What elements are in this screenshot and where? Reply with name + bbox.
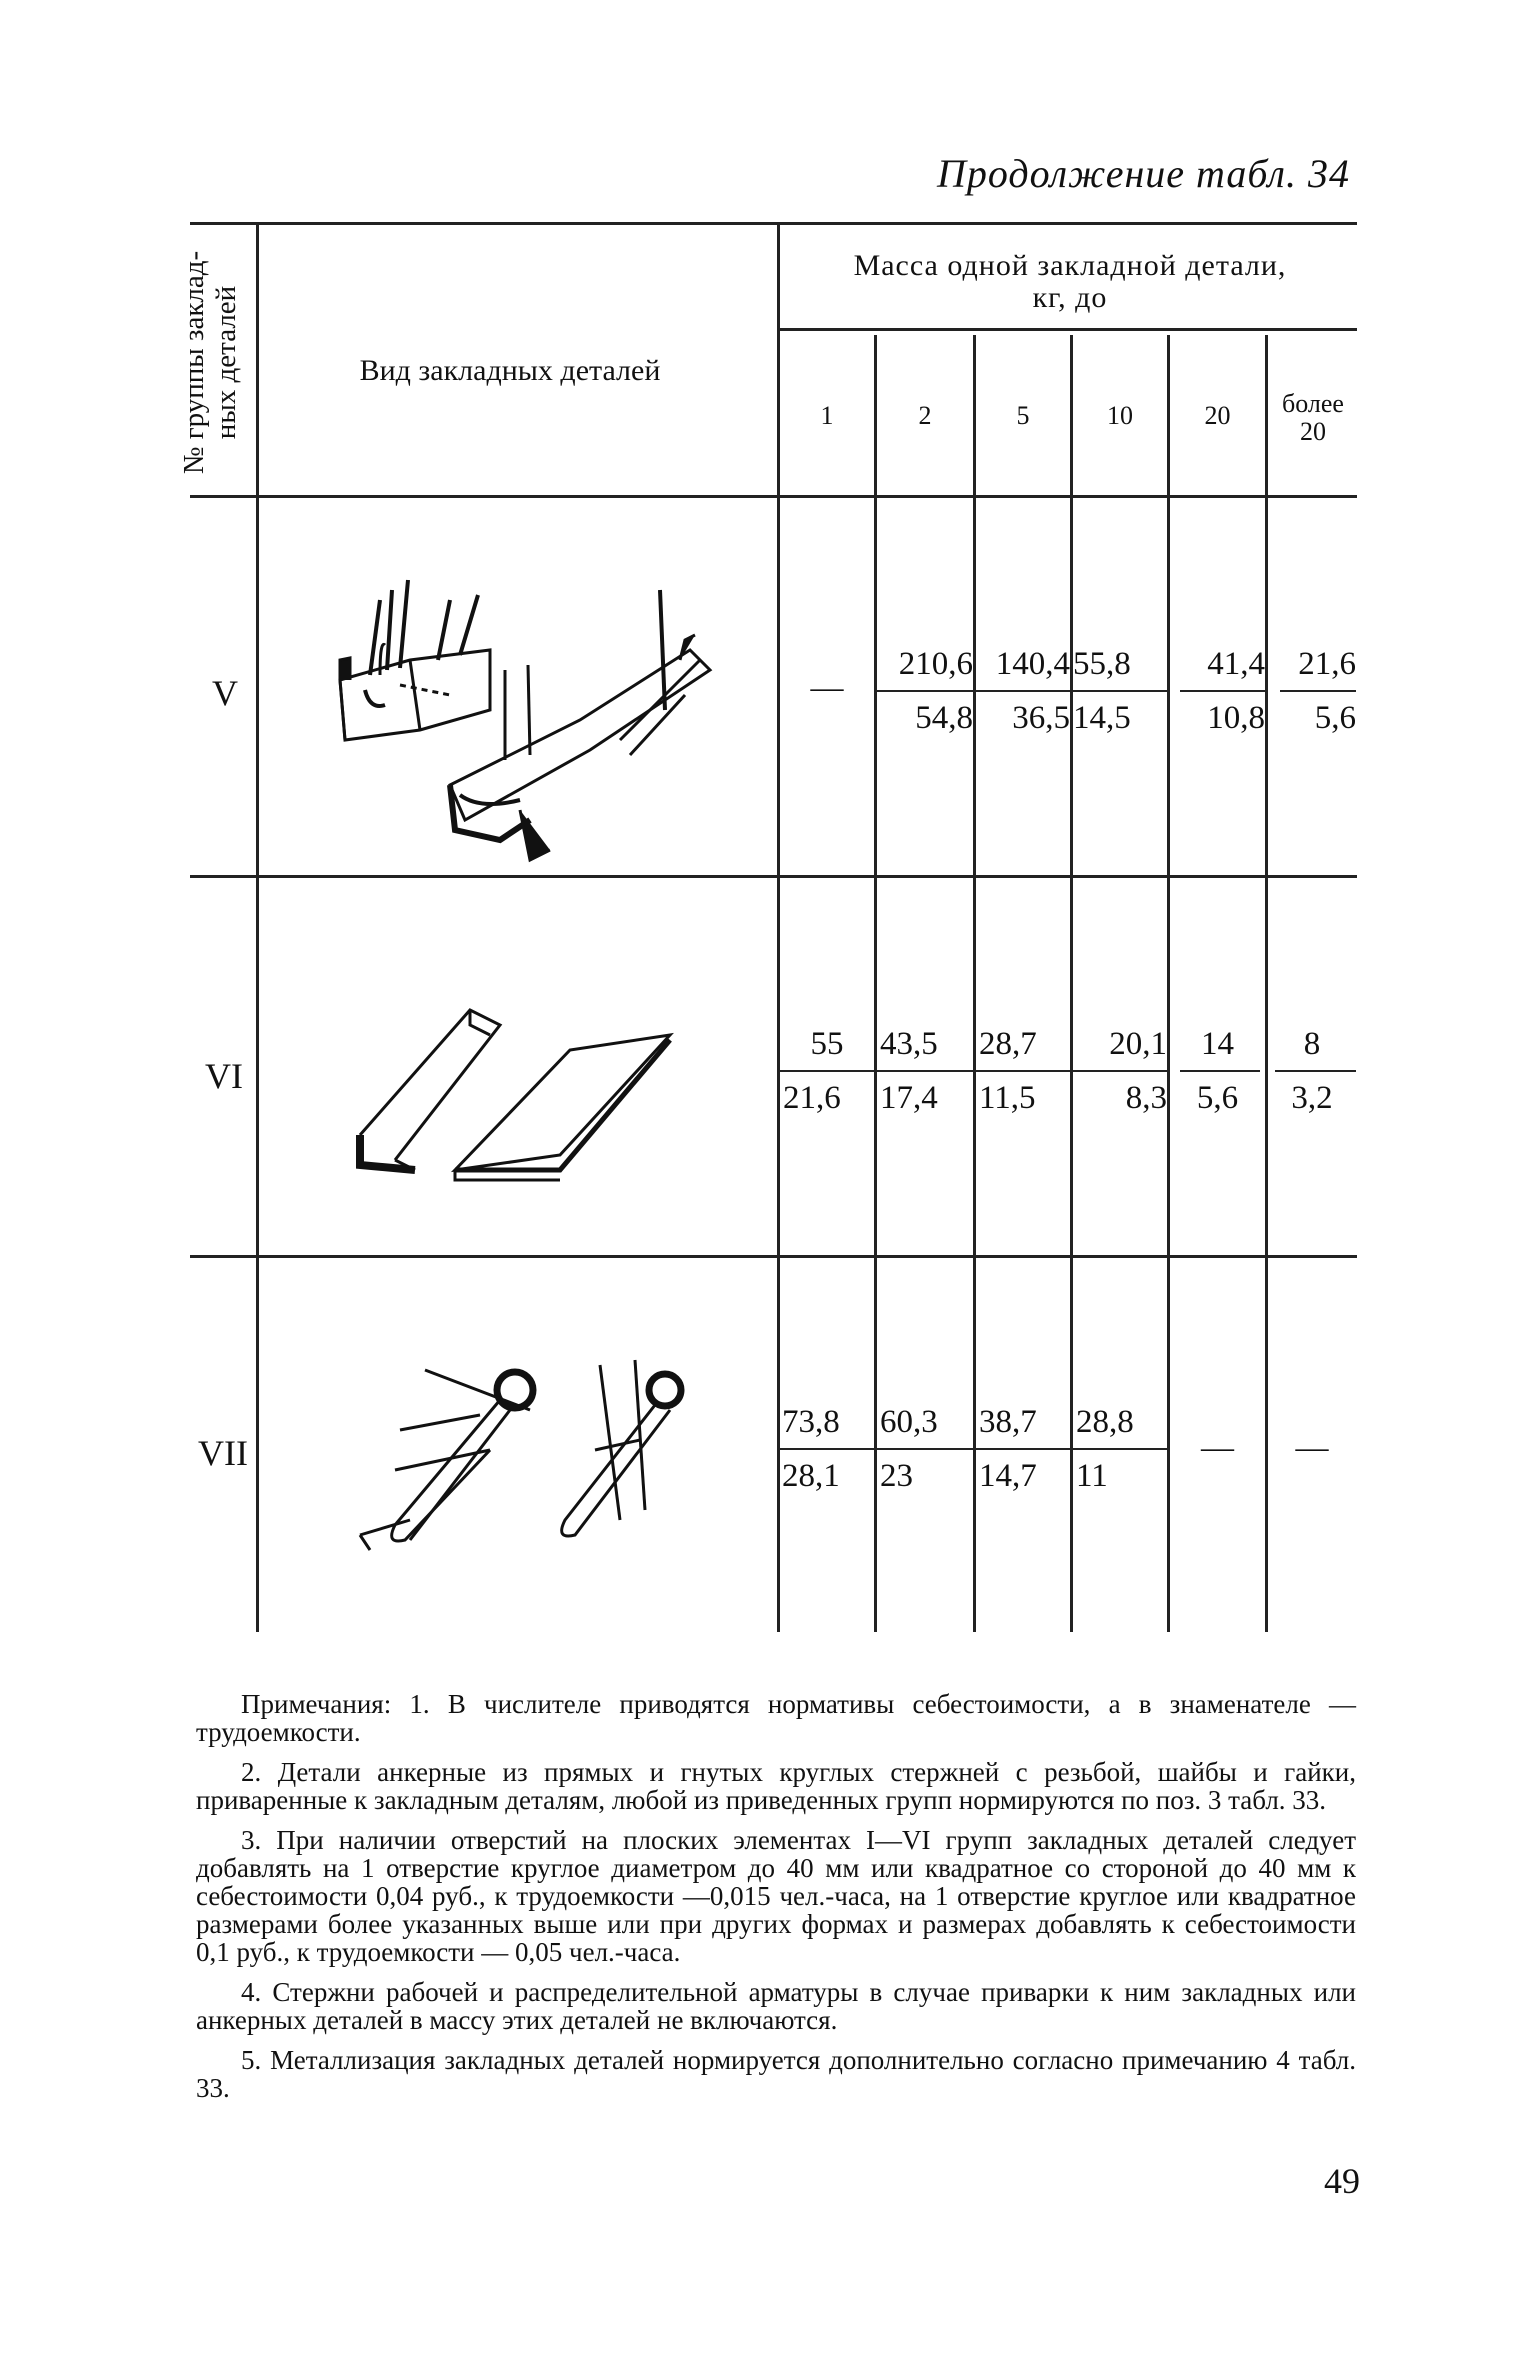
mass-col-20: 20: [1204, 401, 1231, 430]
row-vii-col4-fraction-bar: [1073, 1448, 1167, 1450]
mass-col-1: 1: [820, 401, 834, 430]
row-v-col2-bottom: 54,8: [915, 700, 973, 736]
note-4: 4. Стержни рабочей и распределительной арматуры в случае приварки к ним закладных или анкерных деталей в массу этих деталей не включаются.: [196, 1977, 1356, 2035]
row-v-col5-fraction-bar: [1180, 690, 1265, 692]
row-vi-col6-bottom: 3,2: [1291, 1080, 1333, 1116]
mass-col-2: 2: [918, 401, 932, 430]
row-vii-col4-top: 28,8: [1076, 1404, 1134, 1440]
row-v-col6-top: 21,6: [1298, 646, 1356, 682]
row-vi-col5-fraction-bar: [1180, 1070, 1260, 1072]
row-vi-col3-bottom: 11,5: [979, 1080, 1036, 1116]
row-v-col1-dash: —: [810, 670, 844, 706]
continuation-title: Продолжение табл. 34: [936, 151, 1350, 196]
mass-col-over-20: более 20: [1282, 389, 1344, 446]
table-top-rule: [190, 222, 1357, 225]
row-vi-col1-fraction-bar: [780, 1070, 874, 1072]
row-v-col2-top: 210,6: [898, 646, 973, 682]
col-divider-1: [256, 222, 259, 1632]
group-v-label: V: [212, 673, 238, 713]
row-vii-col2-fraction-bar: [877, 1448, 973, 1450]
row-v-col6-bottom: 5,6: [1314, 700, 1356, 736]
row-v-col5-bottom: 10,8: [1207, 700, 1265, 736]
mass-subheader-rule: [777, 328, 1357, 331]
note-1: Примечания: 1. В числителе приводятся нормативы себестоимости, а в знаменателе — трудоемкости.: [196, 1689, 1356, 1747]
col-divider-2: [777, 222, 780, 1632]
col-divider-4: [973, 335, 976, 1632]
embedded-parts-group-vi-illustration: [340, 985, 740, 1215]
row-vii-col5-dash: —: [1201, 1430, 1234, 1466]
col-divider-5: [1070, 335, 1073, 1632]
row-v-col2-fraction-bar: [877, 690, 973, 692]
row-vi-col1-bottom: 21,6: [783, 1080, 841, 1116]
row-vii-col1-fraction-bar: [780, 1448, 874, 1450]
row-vii-col6-dash: —: [1295, 1430, 1329, 1466]
row-vi-col5-top: 14: [1201, 1026, 1234, 1062]
row-vi-col5-bottom: 5,6: [1196, 1080, 1239, 1116]
row-vii-col2-bottom: 23: [880, 1458, 913, 1494]
row-vi-col4-bottom: 8,3: [1125, 1080, 1167, 1116]
row-v-col5-top: 41,4: [1207, 646, 1265, 682]
row-vii-col4-bottom: 11: [1076, 1458, 1108, 1494]
view-column-header: Вид закладных деталей: [359, 354, 661, 387]
table-notes: [196, 1690, 1356, 2114]
page-number: 49: [1324, 2161, 1360, 2201]
row-v-bottom-rule: [190, 875, 1357, 878]
note-5: 5. Металлизация закладных деталей нормируется дополнительно согласно примечанию 4 табл. 33.: [196, 2045, 1356, 2103]
col-divider-3: [874, 335, 877, 1632]
row-vi-col2-top: 43,5: [880, 1026, 938, 1062]
row-vi-col3-fraction-bar: [976, 1070, 1070, 1072]
row-vii-col2-top: 60,3: [880, 1404, 938, 1440]
embedded-parts-group-v-illustration: [290, 510, 770, 870]
row-vi-col1-top: 55: [810, 1026, 844, 1062]
row-vi-bottom-rule: [190, 1255, 1357, 1258]
mass-col-10: 10: [1107, 401, 1133, 430]
row-vii-col1-top: 73,8: [782, 1404, 840, 1440]
row-vi-col6-fraction-bar: [1275, 1070, 1356, 1072]
row-vi-col6-top: 8: [1303, 1026, 1321, 1062]
note-2: 2. Детали анкерные из прямых и гнутых круглых стержней с резьбой, шайбы и гайки, приваренные к закладным деталям, любой из приведенных групп нормируются по поз. 3 табл. 33.: [196, 1757, 1356, 1815]
row-v-col3-fraction-bar: [976, 690, 1070, 692]
row-v-col4-top: 55,8: [1073, 646, 1131, 682]
group-vii-label: VII: [198, 1433, 248, 1473]
mass-col-5: 5: [1016, 401, 1030, 430]
row-v-col4-bottom: 14,5: [1073, 700, 1131, 736]
header-bottom-rule: [190, 495, 1357, 498]
group-column-header-text: № группы заклад- ных деталей: [178, 250, 242, 475]
row-vi-col2-fraction-bar: [877, 1070, 973, 1072]
group-vi-label: VI: [205, 1056, 243, 1096]
row-vi-col2-bottom: 17,4: [880, 1080, 938, 1116]
note-3: 3. При наличии отверстий на плоских элементах I—VI групп закладных деталей следует добавлять на 1 отверстие круглое диаметром до 40 мм или квадратное со стороной до 40 мм к себестоимости 0,04 руб., к трудоемкости —0,015 чел.-часа, на 1 отверстие круглое или квадратное размерами более указанных выше или при других формах и размерах добавлять к себестоимости 0,1 руб., к трудоемкости — 0,05 чел.-часа.: [196, 1825, 1356, 1967]
row-vii-col3-bottom: 14,7: [979, 1458, 1037, 1494]
row-vii-col1-bottom: 28,1: [782, 1458, 840, 1494]
row-v-col3-bottom: 36,5: [1012, 700, 1070, 736]
row-vi-col4-top: 20,1: [1109, 1026, 1167, 1062]
row-vi-col3-top: 28,7: [979, 1026, 1037, 1062]
row-v-col4-fraction-bar: [1073, 690, 1167, 692]
row-vii-col3-fraction-bar: [976, 1448, 1070, 1450]
embedded-parts-group-vii-illustration: [340, 1350, 720, 1610]
row-v-col3-top: 140,4: [995, 646, 1070, 682]
row-vi-col4-fraction-bar: [1073, 1070, 1167, 1072]
mass-column-header: Масса одной закладной детали, кг, до: [853, 249, 1287, 314]
row-vii-col3-top: 38,7: [979, 1404, 1037, 1440]
row-v-col6-fraction-bar: [1280, 690, 1356, 692]
